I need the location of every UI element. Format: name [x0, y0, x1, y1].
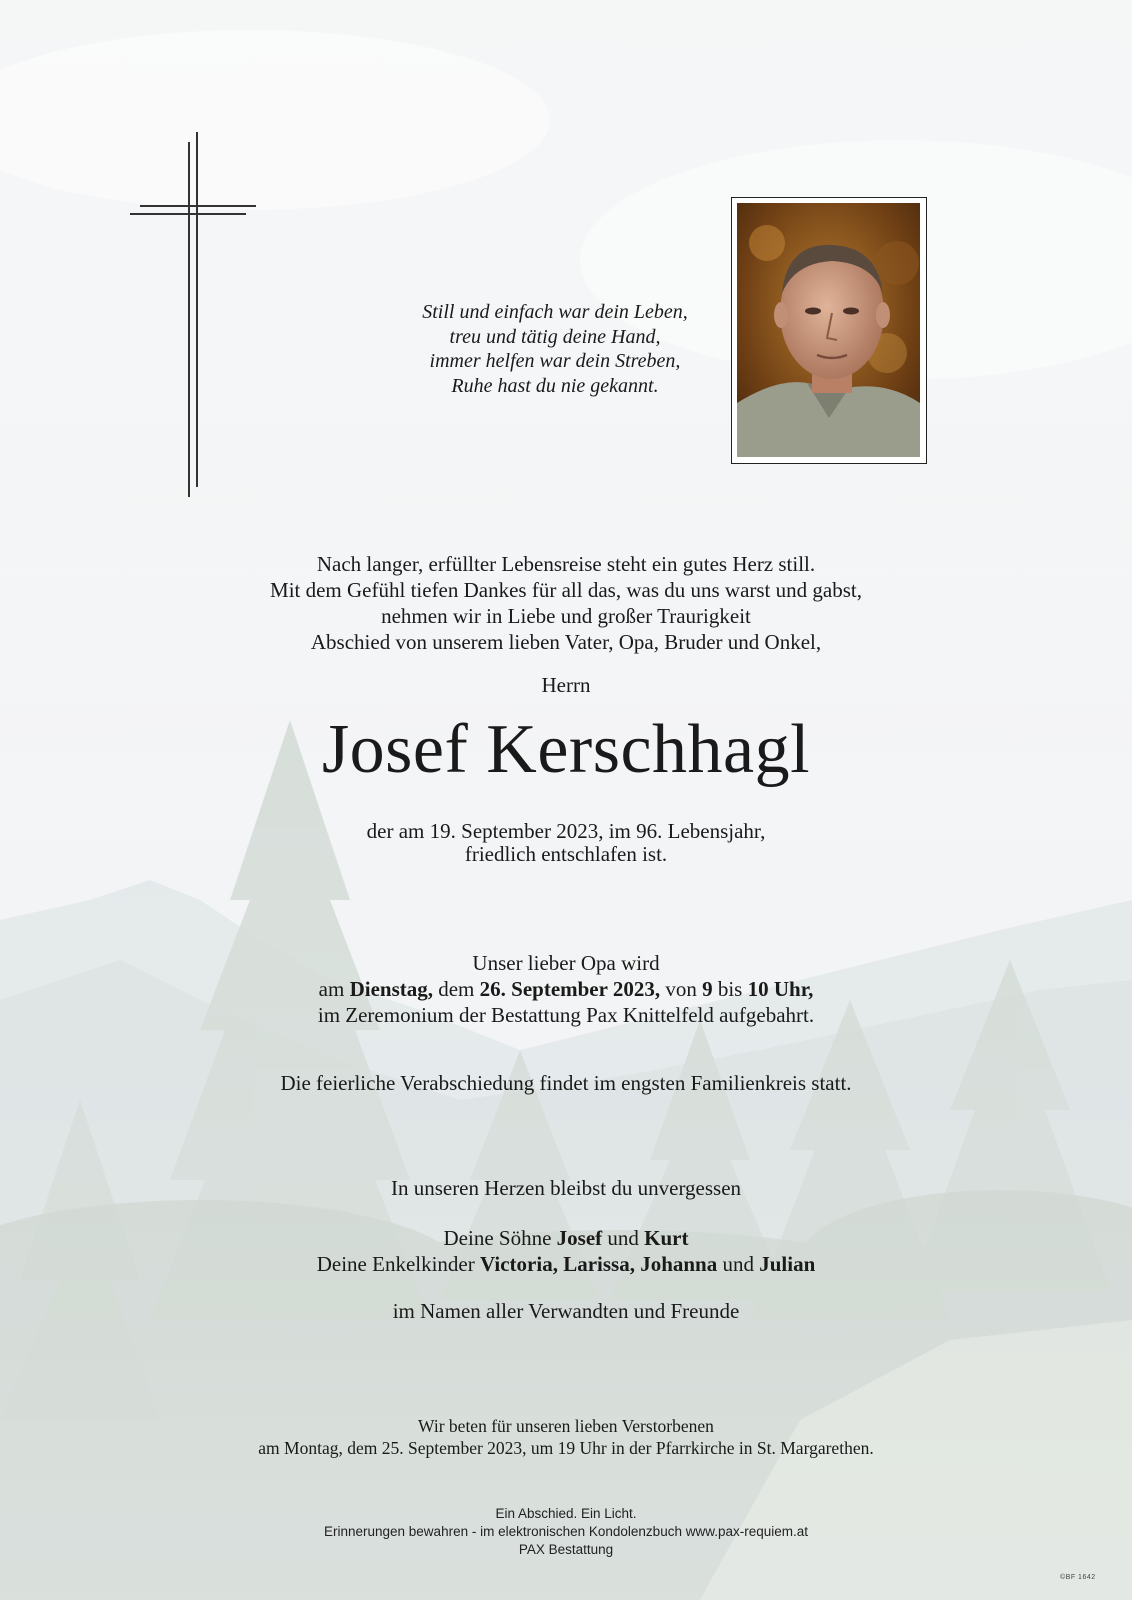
deceased-name: Josef Kerschhagl: [321, 711, 811, 788]
poem-line: Still und einfach war dein Leben,: [422, 301, 688, 323]
viewing-to: 10 Uhr,: [747, 977, 814, 1001]
prayer-notice: [0, 1415, 1132, 1459]
viewing-from: 9: [702, 977, 713, 1001]
text-fragment: dem: [432, 977, 480, 1001]
intro-text: [0, 551, 1132, 655]
grandchildren-names: Victoria, Larissa, Johanna: [480, 1252, 718, 1276]
footer-line-2: Erinnerungen bewahren - im elektronischen Kondolenzbuch www.pax-requiem.at: [323, 1524, 809, 1539]
footer: [0, 1505, 1132, 1559]
farewell-notice: Die feierliche Verabschiedung findet im engsten Familienkreis statt.: [280, 1071, 852, 1095]
portrait-frame: [731, 197, 927, 464]
family-signatures: [0, 1225, 1132, 1277]
footer-line-1: Ein Abschied. Ein Licht.: [495, 1506, 637, 1521]
grandchildren-line: [0, 1251, 1132, 1277]
text-fragment: und: [602, 1226, 645, 1250]
poem-line: treu und tätig deine Hand,: [449, 325, 661, 348]
viewing-line-2: [0, 976, 1132, 1002]
death-notice: [0, 820, 1132, 866]
poem: [345, 300, 765, 398]
death-line-1: der am 19. September 2023, im 96. Lebensjahr,: [366, 819, 766, 843]
son-name: Kurt: [644, 1226, 689, 1250]
text-fragment: und: [717, 1252, 760, 1276]
intro-line: Nach langer, erfüllter Lebensreise steht ein gutes Herz still.: [316, 552, 816, 576]
viewing-line-1: Unser lieber Opa wird: [472, 951, 660, 975]
viewing-date: 26. September 2023,: [479, 977, 661, 1001]
text-fragment: von: [660, 977, 703, 1001]
death-line-2: friedlich entschlafen ist.: [464, 842, 668, 866]
intro-line: nehmen wir in Liebe und großer Traurigkeit: [381, 604, 751, 628]
portrait-photo: [737, 203, 920, 457]
viewing-info: [0, 950, 1132, 1028]
sons-line: [0, 1225, 1132, 1251]
viewing-line-3: im Zeremonium der Bestattung Pax Knittelfeld aufgebahrt.: [317, 1003, 815, 1027]
viewing-day: Dienstag,: [349, 977, 433, 1001]
intro-line: Abschied von unserem lieben Vater, Opa, Bruder und Onkel,: [310, 630, 822, 654]
poem-line: Ruhe hast du nie gekannt.: [451, 374, 659, 397]
footer-line-3: PAX Bestattung: [518, 1542, 614, 1557]
prayer-line-1: Wir beten für unseren lieben Verstorbenen: [418, 1416, 714, 1436]
text-fragment: am: [318, 977, 350, 1001]
son-name: Josef: [556, 1226, 603, 1250]
intro-line: Mit dem Gefühl tiefen Dankes für all das, was du uns warst und gabst,: [270, 578, 862, 602]
text-fragment: bis: [712, 977, 748, 1001]
prayer-line-2: am Montag, dem 25. September 2023, um 19 Uhr in der Pfarrkirche in St. Margarethen.: [258, 1438, 874, 1458]
heart-line: In unseren Herzen bleibst du unvergessen: [390, 1176, 742, 1200]
grandchild-name: Julian: [759, 1252, 816, 1276]
salutation: Herrn: [541, 673, 591, 697]
corner-code: ©BF 1642: [1060, 1574, 1096, 1581]
text-fragment: Deine Enkelkinder: [316, 1252, 480, 1276]
cross-icon: [130, 132, 260, 502]
poem-line: immer helfen war dein Streben,: [429, 350, 681, 372]
relatives-line: im Namen aller Verwandten und Freunde: [392, 1299, 740, 1323]
text-fragment: Deine Söhne: [443, 1226, 557, 1250]
